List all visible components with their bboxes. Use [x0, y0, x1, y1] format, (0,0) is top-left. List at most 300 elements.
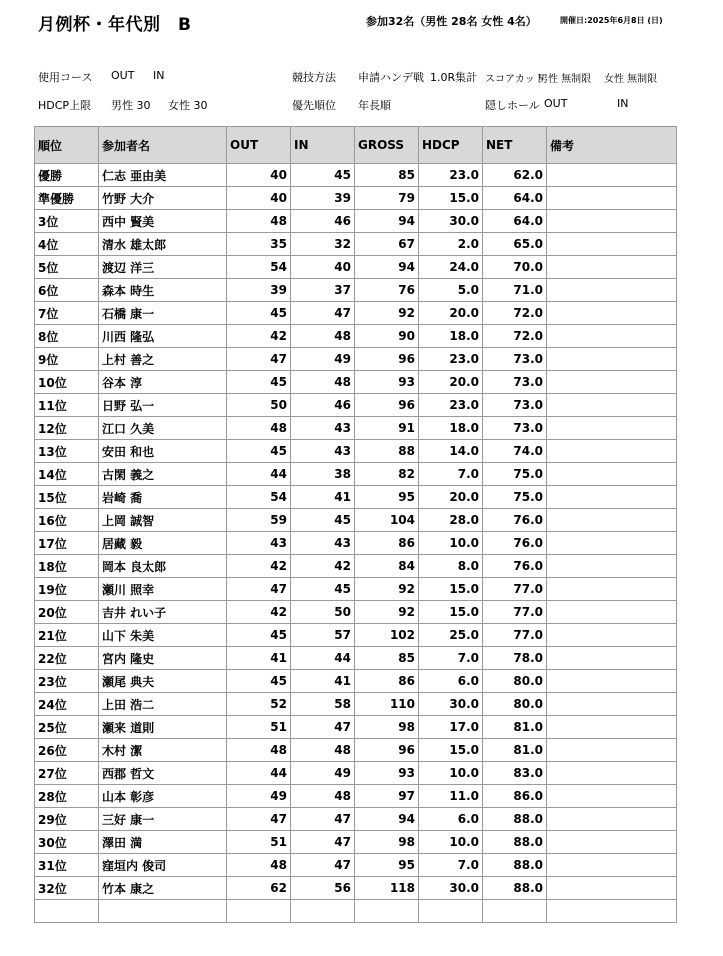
cell-hdcp	[419, 900, 483, 923]
cell-rank: 15位	[35, 486, 99, 509]
cell-gross: 93	[355, 371, 419, 394]
cell-gross: 94	[355, 808, 419, 831]
cell-hdcp: 15.0	[419, 578, 483, 601]
cell-net: 88.0	[483, 831, 547, 854]
cell-gross: 94	[355, 210, 419, 233]
cell-net: 86.0	[483, 785, 547, 808]
hdcp-male: 男性 30	[111, 99, 151, 112]
cell-in: 47	[291, 854, 355, 877]
cell-rank: 17位	[35, 532, 99, 555]
cell-gross: 76	[355, 279, 419, 302]
table-row	[35, 900, 677, 923]
cell-out: 45	[227, 302, 291, 325]
participant-count: 参加32名（男性 28名 女性 4名）	[366, 15, 537, 28]
cell-net: 72.0	[483, 325, 547, 348]
cell-remarks	[547, 440, 677, 463]
table-row	[35, 164, 677, 187]
table-row	[35, 785, 677, 808]
results-body	[35, 164, 677, 923]
cell-in: 47	[291, 302, 355, 325]
cell-remarks	[547, 601, 677, 624]
cell-remarks	[547, 279, 677, 302]
cell-hdcp: 30.0	[419, 210, 483, 233]
cell-out: 48	[227, 417, 291, 440]
table-row	[35, 325, 677, 348]
cell-net: 80.0	[483, 670, 547, 693]
cell-out: 39	[227, 279, 291, 302]
cell-rank: 28位	[35, 785, 99, 808]
cell-net: 75.0	[483, 463, 547, 486]
cell-gross: 94	[355, 256, 419, 279]
cell-name: 石橋 康一	[99, 302, 227, 325]
cell-gross: 98	[355, 716, 419, 739]
method-rate: 1.0R集計	[430, 71, 478, 84]
cell-in: 43	[291, 417, 355, 440]
header-hdcp: HDCP	[419, 127, 483, 164]
cell-rank: 27位	[35, 762, 99, 785]
cell-remarks	[547, 164, 677, 187]
cell-out: 45	[227, 670, 291, 693]
cell-hdcp: 15.0	[419, 739, 483, 762]
cell-name: 山下 朱美	[99, 624, 227, 647]
cell-name: 清水 雄太郎	[99, 233, 227, 256]
table-row	[35, 279, 677, 302]
cell-net: 70.0	[483, 256, 547, 279]
cell-hdcp: 11.0	[419, 785, 483, 808]
cell-hdcp: 18.0	[419, 325, 483, 348]
cell-name: 澤田 満	[99, 831, 227, 854]
cell-gross: 92	[355, 302, 419, 325]
cell-gross	[355, 900, 419, 923]
cell-net: 77.0	[483, 601, 547, 624]
table-row	[35, 831, 677, 854]
course-out: OUT	[111, 69, 135, 82]
table-row	[35, 302, 677, 325]
cell-gross: 88	[355, 440, 419, 463]
cell-in: 49	[291, 348, 355, 371]
cell-hdcp: 18.0	[419, 417, 483, 440]
scorecut-male: 男性 無制限	[538, 74, 592, 85]
cell-rank	[35, 900, 99, 923]
cell-out: 42	[227, 325, 291, 348]
cell-rank: 30位	[35, 831, 99, 854]
cell-name: 吉井 れい子	[99, 601, 227, 624]
cell-net: 71.0	[483, 279, 547, 302]
cell-net: 81.0	[483, 716, 547, 739]
cell-remarks	[547, 624, 677, 647]
cell-in: 47	[291, 808, 355, 831]
cell-net: 88.0	[483, 877, 547, 900]
cell-gross: 84	[355, 555, 419, 578]
header-name: 参加者名	[99, 127, 227, 164]
cell-remarks	[547, 739, 677, 762]
cell-out: 54	[227, 486, 291, 509]
cell-hdcp: 25.0	[419, 624, 483, 647]
cell-rank: 16位	[35, 509, 99, 532]
cell-gross: 86	[355, 532, 419, 555]
page-title: 月例杯・年代別 B	[38, 15, 192, 35]
cell-remarks	[547, 348, 677, 371]
table-row	[35, 647, 677, 670]
cell-out: 35	[227, 233, 291, 256]
cell-in: 50	[291, 601, 355, 624]
cell-rank: 8位	[35, 325, 99, 348]
cell-in: 47	[291, 831, 355, 854]
cell-in: 39	[291, 187, 355, 210]
cell-in: 48	[291, 739, 355, 762]
cell-name: 居藏 毅	[99, 532, 227, 555]
cell-remarks	[547, 647, 677, 670]
cell-out: 44	[227, 463, 291, 486]
cell-net: 81.0	[483, 739, 547, 762]
cell-remarks	[547, 716, 677, 739]
header-gross: GROSS	[355, 127, 419, 164]
cell-hdcp: 30.0	[419, 877, 483, 900]
cell-net: 83.0	[483, 762, 547, 785]
cell-rank: 32位	[35, 877, 99, 900]
cell-rank: 7位	[35, 302, 99, 325]
cell-out: 59	[227, 509, 291, 532]
cell-rank: 26位	[35, 739, 99, 762]
cell-hdcp: 7.0	[419, 647, 483, 670]
cell-net: 64.0	[483, 210, 547, 233]
cell-out: 45	[227, 440, 291, 463]
cell-gross: 82	[355, 463, 419, 486]
cell-rank: 10位	[35, 371, 99, 394]
cell-rank: 22位	[35, 647, 99, 670]
cell-out: 51	[227, 831, 291, 854]
table-row	[35, 371, 677, 394]
cell-hdcp: 2.0	[419, 233, 483, 256]
cell-rank: 24位	[35, 693, 99, 716]
cell-in: 43	[291, 440, 355, 463]
cell-gross: 97	[355, 785, 419, 808]
cell-gross: 90	[355, 325, 419, 348]
cell-rank: 11位	[35, 394, 99, 417]
cell-remarks	[547, 417, 677, 440]
cell-name: 渡辺 洋三	[99, 256, 227, 279]
table-row	[35, 555, 677, 578]
cell-remarks	[547, 325, 677, 348]
table-row	[35, 233, 677, 256]
cell-gross: 96	[355, 394, 419, 417]
table-row	[35, 210, 677, 233]
cell-out: 47	[227, 348, 291, 371]
cell-name: 西郡 哲文	[99, 762, 227, 785]
cell-hdcp: 28.0	[419, 509, 483, 532]
cell-name: 上岡 誠智	[99, 509, 227, 532]
cell-name: 瀬来 道則	[99, 716, 227, 739]
priority-value: 年長順	[358, 99, 391, 112]
cell-in: 56	[291, 877, 355, 900]
course-label: 使用コース	[38, 71, 93, 84]
table-row	[35, 486, 677, 509]
cell-hdcp: 14.0	[419, 440, 483, 463]
cell-in: 48	[291, 785, 355, 808]
cell-out: 51	[227, 716, 291, 739]
cell-rank: 3位	[35, 210, 99, 233]
cell-remarks	[547, 394, 677, 417]
cell-in: 46	[291, 394, 355, 417]
cell-remarks	[547, 210, 677, 233]
cell-rank: 12位	[35, 417, 99, 440]
table-row	[35, 417, 677, 440]
table-row	[35, 693, 677, 716]
cell-net: 73.0	[483, 394, 547, 417]
cell-net: 74.0	[483, 440, 547, 463]
table-row	[35, 716, 677, 739]
table-row	[35, 877, 677, 900]
cell-gross: 85	[355, 647, 419, 670]
cell-net: 62.0	[483, 164, 547, 187]
cell-gross: 85	[355, 164, 419, 187]
cell-gross: 93	[355, 762, 419, 785]
cell-name: 竹本 康之	[99, 877, 227, 900]
cell-net: 88.0	[483, 808, 547, 831]
cell-net: 76.0	[483, 532, 547, 555]
cell-out	[227, 900, 291, 923]
cell-in: 49	[291, 762, 355, 785]
cell-name: 谷本 淳	[99, 371, 227, 394]
table-row	[35, 762, 677, 785]
cell-net: 77.0	[483, 578, 547, 601]
cell-rank: 4位	[35, 233, 99, 256]
cell-out: 47	[227, 808, 291, 831]
cell-rank: 準優勝	[35, 187, 99, 210]
cell-out: 62	[227, 877, 291, 900]
cell-name: 山本 彰彦	[99, 785, 227, 808]
cell-gross: 118	[355, 877, 419, 900]
cell-remarks	[547, 532, 677, 555]
cell-hdcp: 10.0	[419, 762, 483, 785]
cell-gross: 110	[355, 693, 419, 716]
course-in: IN	[153, 69, 165, 82]
cell-gross: 92	[355, 578, 419, 601]
hidden-hole-out: OUT	[544, 97, 568, 110]
cell-name: 瀬尾 典夫	[99, 670, 227, 693]
cell-out: 48	[227, 854, 291, 877]
cell-rank: 6位	[35, 279, 99, 302]
cell-hdcp: 20.0	[419, 371, 483, 394]
cell-hdcp: 23.0	[419, 394, 483, 417]
header-in: IN	[291, 127, 355, 164]
cell-remarks	[547, 463, 677, 486]
cell-out: 49	[227, 785, 291, 808]
cell-in: 45	[291, 578, 355, 601]
cell-remarks	[547, 578, 677, 601]
cell-net: 65.0	[483, 233, 547, 256]
cell-name: 三好 康一	[99, 808, 227, 831]
cell-net	[483, 900, 547, 923]
cell-gross: 98	[355, 831, 419, 854]
cell-out: 42	[227, 555, 291, 578]
cell-name: 仁志 亜由美	[99, 164, 227, 187]
table-row	[35, 509, 677, 532]
cell-out: 52	[227, 693, 291, 716]
cell-out: 45	[227, 624, 291, 647]
cell-rank: 29位	[35, 808, 99, 831]
cell-remarks	[547, 371, 677, 394]
cell-in: 47	[291, 716, 355, 739]
cell-remarks	[547, 877, 677, 900]
cell-gross: 96	[355, 348, 419, 371]
cell-net: 77.0	[483, 624, 547, 647]
cell-gross: 86	[355, 670, 419, 693]
cell-net: 73.0	[483, 417, 547, 440]
cell-remarks	[547, 854, 677, 877]
cell-in: 44	[291, 647, 355, 670]
table-row	[35, 440, 677, 463]
cell-out: 42	[227, 601, 291, 624]
table-row	[35, 348, 677, 371]
cell-hdcp: 23.0	[419, 348, 483, 371]
cell-in: 40	[291, 256, 355, 279]
cell-hdcp: 20.0	[419, 302, 483, 325]
cell-gross: 95	[355, 854, 419, 877]
cell-in: 57	[291, 624, 355, 647]
cell-hdcp: 10.0	[419, 532, 483, 555]
cell-rank: 20位	[35, 601, 99, 624]
cell-hdcp: 23.0	[419, 164, 483, 187]
cell-hdcp: 24.0	[419, 256, 483, 279]
cell-name: 川西 隆弘	[99, 325, 227, 348]
cell-rank: 19位	[35, 578, 99, 601]
cell-hdcp: 15.0	[419, 601, 483, 624]
cell-remarks	[547, 808, 677, 831]
cell-net: 75.0	[483, 486, 547, 509]
cell-out: 48	[227, 739, 291, 762]
cell-remarks	[547, 555, 677, 578]
cell-gross: 102	[355, 624, 419, 647]
method-label: 競技方法	[292, 71, 336, 84]
table-row	[35, 601, 677, 624]
cell-in: 32	[291, 233, 355, 256]
cell-in: 43	[291, 532, 355, 555]
cell-remarks	[547, 187, 677, 210]
hdcp-female: 女性 30	[168, 99, 208, 112]
cell-name: 森本 時生	[99, 279, 227, 302]
cell-remarks	[547, 233, 677, 256]
cell-out: 40	[227, 164, 291, 187]
header-rank: 順位	[35, 127, 99, 164]
cell-out: 44	[227, 762, 291, 785]
cell-hdcp: 10.0	[419, 831, 483, 854]
table-row	[35, 854, 677, 877]
table-row	[35, 187, 677, 210]
cell-rank: 優勝	[35, 164, 99, 187]
cell-out: 45	[227, 371, 291, 394]
table-row	[35, 532, 677, 555]
header-remarks: 備考	[547, 127, 677, 164]
cell-rank: 31位	[35, 854, 99, 877]
cell-name: 安田 和也	[99, 440, 227, 463]
cell-net: 73.0	[483, 371, 547, 394]
cell-hdcp: 15.0	[419, 187, 483, 210]
cell-in: 42	[291, 555, 355, 578]
cell-remarks	[547, 900, 677, 923]
cell-rank: 18位	[35, 555, 99, 578]
scorecut-female: 女性 無制限	[604, 74, 658, 85]
table-row	[35, 624, 677, 647]
table-row	[35, 463, 677, 486]
cell-name: 日野 弘一	[99, 394, 227, 417]
cell-out: 48	[227, 210, 291, 233]
cell-rank: 5位	[35, 256, 99, 279]
cell-hdcp: 17.0	[419, 716, 483, 739]
cell-in: 45	[291, 164, 355, 187]
cell-gross: 92	[355, 601, 419, 624]
priority-label: 優先順位	[292, 99, 336, 112]
cell-net: 76.0	[483, 555, 547, 578]
cell-remarks	[547, 486, 677, 509]
hidden-hole-in: IN	[617, 97, 629, 110]
cell-rank: 9位	[35, 348, 99, 371]
cell-net: 80.0	[483, 693, 547, 716]
cell-rank: 13位	[35, 440, 99, 463]
scorecut-label: スコアカット	[485, 74, 545, 85]
cell-hdcp: 6.0	[419, 808, 483, 831]
cell-out: 40	[227, 187, 291, 210]
cell-remarks	[547, 831, 677, 854]
cell-name: 竹野 大介	[99, 187, 227, 210]
cell-hdcp: 30.0	[419, 693, 483, 716]
cell-in: 45	[291, 509, 355, 532]
cell-name: 上田 浩二	[99, 693, 227, 716]
table-row	[35, 256, 677, 279]
hidden-hole-label: 隠しホール	[485, 99, 540, 112]
cell-rank: 21位	[35, 624, 99, 647]
cell-hdcp: 20.0	[419, 486, 483, 509]
cell-gross: 95	[355, 486, 419, 509]
cell-in: 41	[291, 670, 355, 693]
cell-out: 47	[227, 578, 291, 601]
cell-remarks	[547, 762, 677, 785]
hdcp-label: HDCP上限	[38, 99, 92, 112]
cell-out: 43	[227, 532, 291, 555]
cell-remarks	[547, 509, 677, 532]
cell-in: 41	[291, 486, 355, 509]
cell-remarks	[547, 256, 677, 279]
cell-in: 37	[291, 279, 355, 302]
cell-rank: 25位	[35, 716, 99, 739]
cell-out: 50	[227, 394, 291, 417]
cell-name: 瀬川 照幸	[99, 578, 227, 601]
table-row	[35, 739, 677, 762]
cell-out: 54	[227, 256, 291, 279]
cell-name: 上村 善之	[99, 348, 227, 371]
table-row	[35, 808, 677, 831]
table-row	[35, 670, 677, 693]
cell-remarks	[547, 785, 677, 808]
table-header-row	[35, 127, 677, 164]
results-table	[34, 126, 677, 923]
method-value: 申請ハンデ戦	[358, 71, 424, 84]
cell-name: 窪垣内 俊司	[99, 854, 227, 877]
cell-remarks	[547, 670, 677, 693]
cell-gross: 67	[355, 233, 419, 256]
cell-out: 41	[227, 647, 291, 670]
cell-in	[291, 900, 355, 923]
cell-hdcp: 7.0	[419, 463, 483, 486]
cell-in: 46	[291, 210, 355, 233]
cell-gross: 79	[355, 187, 419, 210]
cell-rank: 23位	[35, 670, 99, 693]
header-net: NET	[483, 127, 547, 164]
cell-hdcp: 8.0	[419, 555, 483, 578]
cell-rank: 14位	[35, 463, 99, 486]
cell-hdcp: 6.0	[419, 670, 483, 693]
cell-name	[99, 900, 227, 923]
